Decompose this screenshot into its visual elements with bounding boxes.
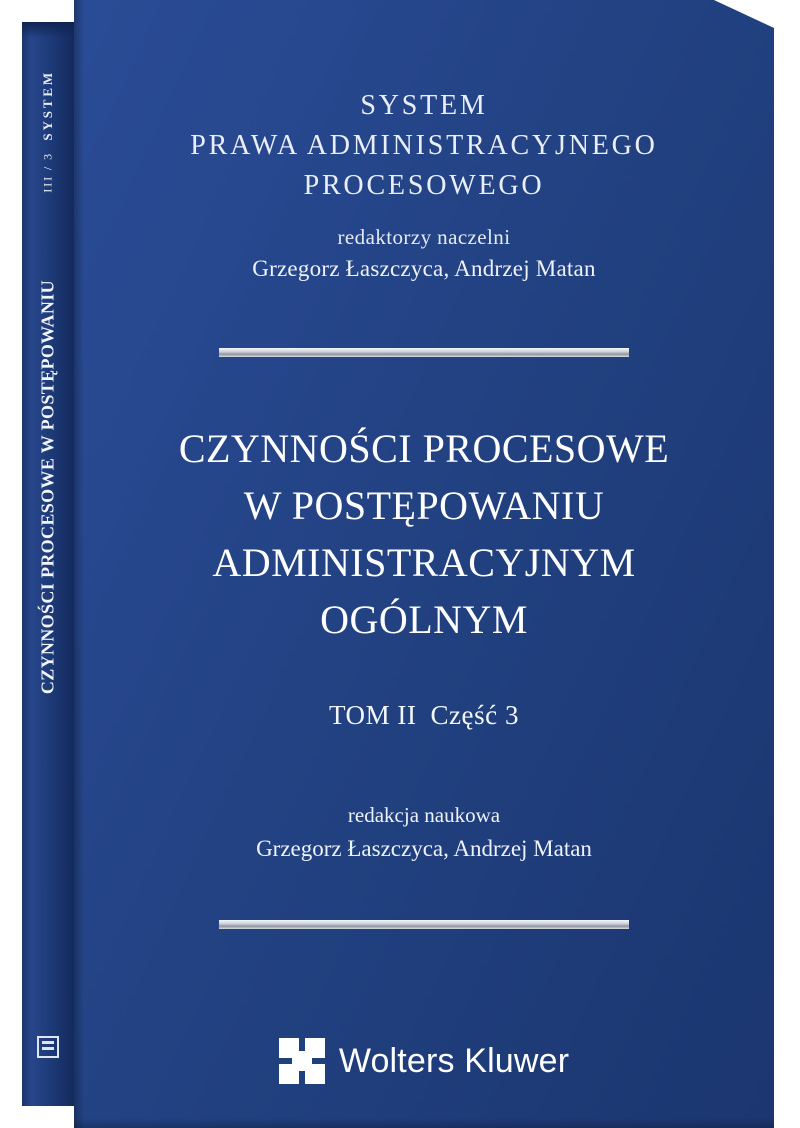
wolters-kluwer-mark-icon [37, 1036, 59, 1058]
editors-block [256, 803, 592, 862]
series-editors-names: Grzegorz Łaszczyca, Andrzej Matan [252, 256, 596, 282]
editors-label: redakcja naukowa [347, 803, 501, 828]
title-line-2: W POSTĘPOWANIU [243, 483, 605, 529]
volume-tom: TOM II [329, 700, 417, 731]
divider-bottom [219, 920, 629, 929]
series-line-1: SYSTEM [360, 90, 488, 121]
editors-names: Grzegorz Łaszczyca, Andrzej Matan [256, 836, 592, 862]
book-title [179, 421, 669, 648]
cover-bottom-shadow [74, 1118, 774, 1128]
book-spine [22, 22, 74, 1106]
volume-info [329, 700, 519, 731]
spine-volume-label: III / 3 [40, 152, 55, 193]
title-line-3: ADMINISTRACYJNYM [212, 539, 636, 585]
title-line-4: OGÓLNYM [320, 596, 528, 642]
spine-title: CZYNNOŚCI PROCESOWE W POSTĘPOWANIU [37, 280, 58, 695]
wolters-kluwer-logo-icon [279, 1038, 325, 1084]
divider-top [219, 348, 629, 357]
publisher-block [74, 1038, 774, 1084]
series-line-3: PROCESOWEGO [303, 169, 545, 201]
spine-series-label: SYSTEM [40, 70, 55, 141]
spine-top-shading [22, 22, 74, 38]
publisher-name: Wolters Kluwer [338, 1041, 570, 1080]
series-line-2: PRAWA ADMINISTRACYJNEGO [190, 129, 658, 161]
series-editors-label: redaktorzy naczelni [337, 225, 511, 250]
title-line-1: CZYNNOŚCI PROCESOWE [178, 426, 670, 472]
front-cover [74, 0, 774, 1128]
volume-part: Część 3 [430, 700, 519, 731]
series-block [190, 86, 657, 282]
